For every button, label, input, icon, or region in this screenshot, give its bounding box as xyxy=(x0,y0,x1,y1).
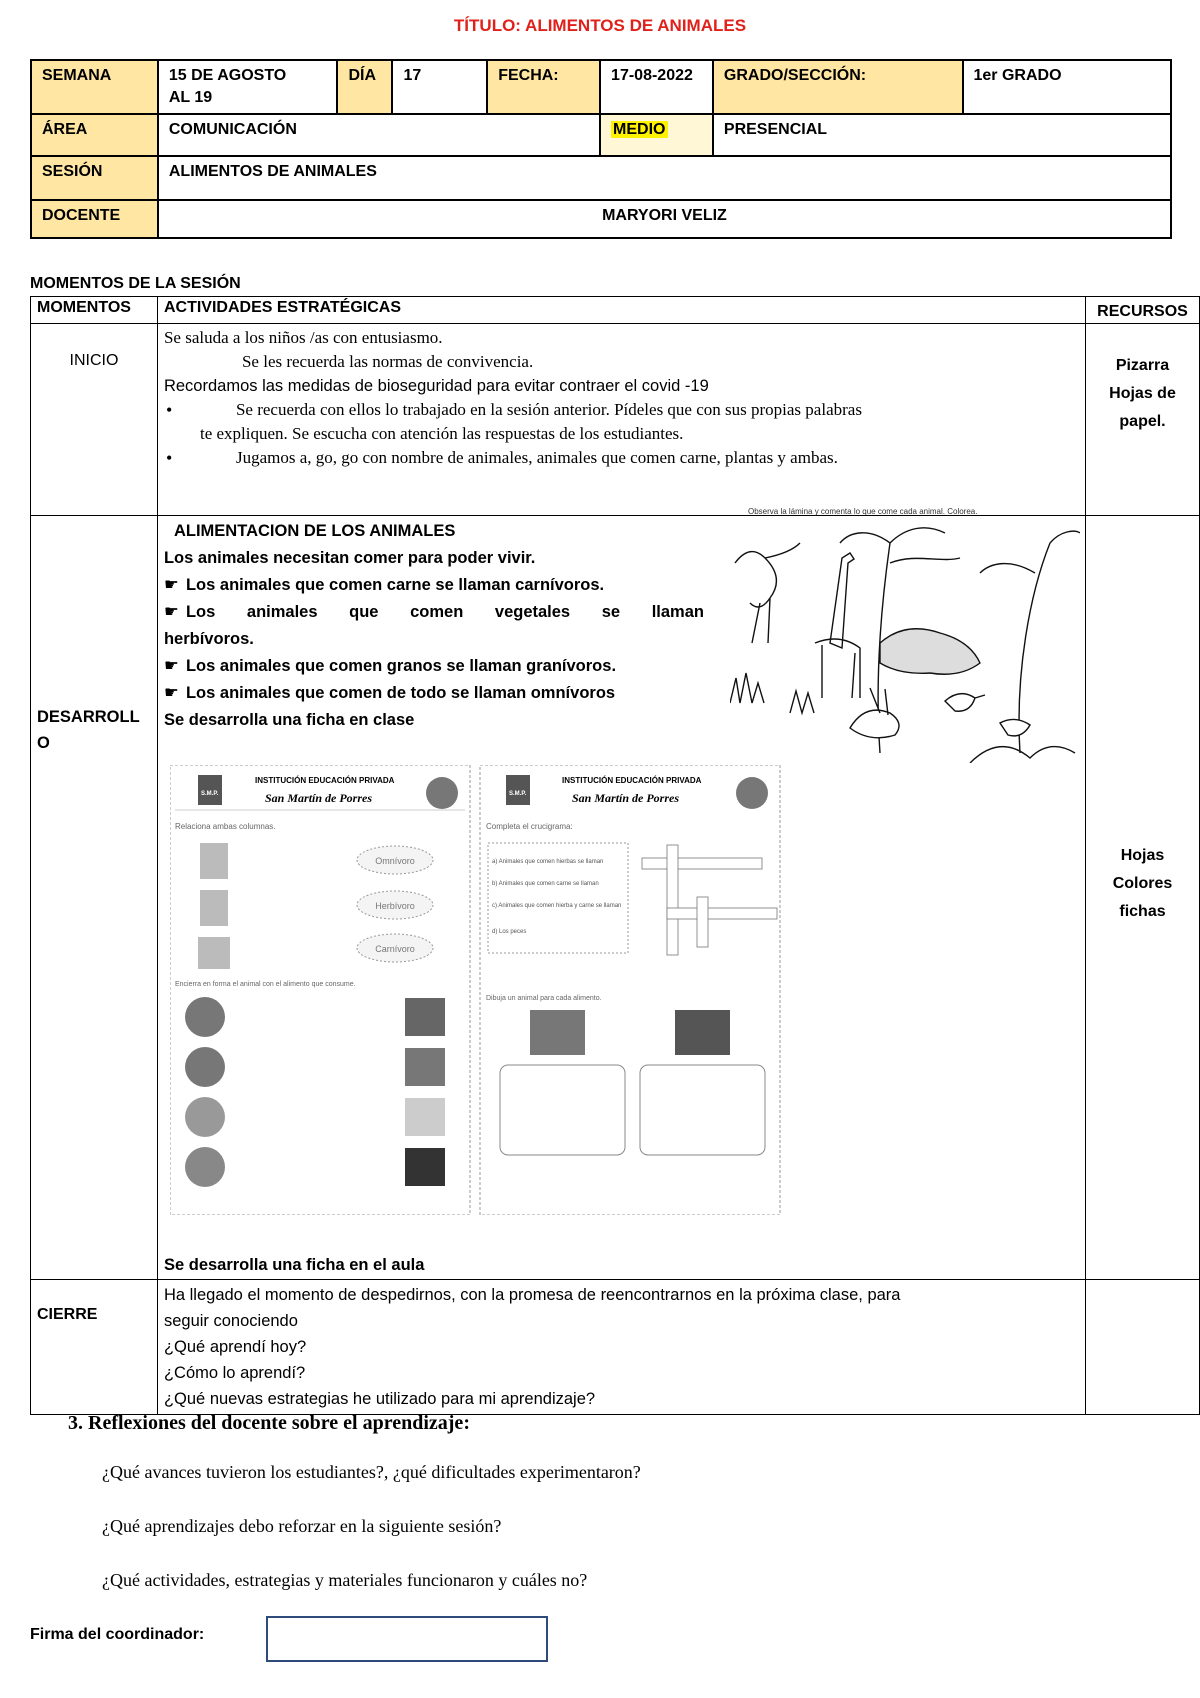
desarrollo-recursos xyxy=(1086,516,1200,1280)
sesion-label: SESIÓN xyxy=(31,156,158,200)
desarrollo-recurso-3: fichas xyxy=(1119,903,1166,920)
semana-label: SEMANA xyxy=(31,60,158,114)
inicio-bullet-game xyxy=(164,446,1079,470)
inicio-label: INICIO xyxy=(31,324,158,516)
rabbit-icon xyxy=(200,843,228,879)
inicio-recurso-3: papel. xyxy=(1119,413,1166,430)
lion-icon xyxy=(200,890,228,926)
inicio-recursos xyxy=(1086,324,1200,516)
semana-value xyxy=(158,60,338,114)
cierre-line1: Ha llegado el momento de despedirnos, con la promesa de reencontrarnos en la próxima clase, para xyxy=(163,1286,901,1304)
document-title: TÍTULO: ALIMENTOS DE ANIMALES xyxy=(453,16,747,35)
fecha-value: 17-08-2022 xyxy=(600,60,713,114)
ws-option-2: Herbívoro xyxy=(375,901,415,911)
desarrollo-recurso-2: Colores xyxy=(1112,875,1173,892)
ws-option-3: Carnívoro xyxy=(375,944,415,954)
ostrich xyxy=(735,552,776,643)
cierre-q1: ¿Qué aprendí hoy? xyxy=(163,1338,307,1356)
worksheet-school-1: San Martín de Porres xyxy=(265,791,373,805)
inicio-line-biosecurity: Recordamos las medidas de bioseguridad para evitar contraer el covid -19 xyxy=(163,377,709,395)
worksheet-q2: Encierra en forma el animal con el alimento que consume. xyxy=(175,981,356,988)
pointing-hand-icon: ☛ xyxy=(163,576,179,594)
semana-value-line1: 15 DE AGOSTO xyxy=(168,67,287,84)
saint-portrait-icon xyxy=(426,777,458,809)
desarrollo-text-block xyxy=(164,518,704,734)
fecha-label: FECHA: xyxy=(487,60,600,114)
pointing-hand-icon: ☛ xyxy=(163,684,179,702)
reflexiones-q1: ¿Qué avances tuvieron los estudiantes?, ¿qué dificultades experimentaron? xyxy=(102,1462,641,1482)
desarrollo-label-line2: O xyxy=(37,734,50,752)
desarrollo-line-ficha-aula: Se desarrolla una ficha en el aula xyxy=(163,1256,425,1274)
docente-value: MARYORI VELIZ xyxy=(158,200,1171,238)
inicio-activities xyxy=(157,324,1085,516)
inicio-bullet-game-text: • Jugamos a, go, go con nombre de animales, animales que comen carne, plantas y ambas. xyxy=(235,448,838,467)
signature-box[interactable] xyxy=(266,1616,548,1662)
tree-branches-right xyxy=(980,531,1080,573)
desarrollo-item-granivoros xyxy=(164,653,704,680)
food-photo xyxy=(675,1010,730,1055)
bird-1 xyxy=(945,694,985,712)
desarrollo-item-carnivoros xyxy=(164,572,704,599)
pig-icon xyxy=(198,937,230,969)
worksheet-school-2: San Martín de Porres xyxy=(572,791,680,805)
col-header-momentos: MOMENTOS xyxy=(31,297,158,324)
ws-clue-c: c) Animales que comen hierba y carne se llaman xyxy=(492,903,622,909)
inicio-line-greeting: Se saluda a los niños /as con entusiasmo. xyxy=(163,328,443,347)
saint-portrait-icon xyxy=(736,777,768,809)
ws-clue-d: d) Los peces xyxy=(492,929,527,935)
worksheet-illustration xyxy=(170,765,820,1215)
col-header-actividades: ACTIVIDADES ESTRATÉGICAS xyxy=(157,297,1085,324)
drawing-box xyxy=(640,1065,765,1155)
cierre-label: CIERRE xyxy=(31,1280,158,1415)
animal-photo xyxy=(405,1148,445,1186)
food-photo-circle xyxy=(185,1147,225,1187)
tree-branches xyxy=(840,528,960,563)
worksheet-institution-1: INSTITUCIÓN EDUCACIÓN PRIVADA xyxy=(255,776,395,785)
grado-value: 1er GRADO xyxy=(963,60,1172,114)
desarrollo-heading: ALIMENTACION DE LOS ANIMALES xyxy=(173,522,456,540)
docente-label: DOCENTE xyxy=(31,200,158,238)
session-info-table xyxy=(30,59,1172,239)
inicio-bullet-review-line1: • Se recuerda con ellos lo trabajado en la sesión anterior. Pídeles que con sus propias palabras xyxy=(235,400,862,419)
sesion-value: ALIMENTOS DE ANIMALES xyxy=(158,156,1171,200)
animal-photo xyxy=(405,998,445,1036)
desarrollo-line-ficha: Se desarrolla una ficha en clase xyxy=(163,711,415,729)
medio-label: MEDIO xyxy=(613,121,666,138)
worksheet-q4: Dibuja un animal para cada alimento. xyxy=(486,995,602,1002)
cierre-q2: ¿Cómo lo aprendí? xyxy=(163,1364,306,1382)
desarrollo-item-herbivoros-cont: herbívoros. xyxy=(163,630,254,648)
food-photo-circle xyxy=(185,1097,225,1137)
worksheet-logo-1: S.M.P. xyxy=(201,791,219,797)
cierre-recursos xyxy=(1086,1280,1200,1415)
item-carnivoros-text: Los animales que comen carne se llaman carnívoros. xyxy=(185,576,605,594)
ws-clue-b: b) Animales que comen carne se llaman xyxy=(492,881,599,887)
food-photo-circle xyxy=(185,997,225,1037)
animal-scene-illustration xyxy=(730,503,1080,763)
worksheet-institution-2: INSTITUCIÓN EDUCACIÓN PRIVADA xyxy=(562,776,702,785)
giraffe-neck xyxy=(830,553,854,648)
lion-body xyxy=(880,629,980,674)
animal-photo xyxy=(405,1048,445,1086)
reflexiones-title: 3. Reflexiones del docente sobre el aprendizaje: xyxy=(68,1412,470,1434)
pointing-hand-icon: ☛ xyxy=(163,603,179,621)
worksheet-page-1 xyxy=(170,765,470,1215)
drawing-box xyxy=(500,1065,625,1155)
dia-label: DÍA xyxy=(337,60,392,114)
desarrollo-recurso-1: Hojas xyxy=(1120,847,1165,864)
cierre-line2: seguir conociendo xyxy=(163,1312,298,1330)
desarrollo-item-herbivoros xyxy=(164,599,704,626)
inicio-bullet-review xyxy=(164,398,1079,446)
reflexiones-q2: ¿Qué aprendizajes debo reforzar en la siguiente sesión? xyxy=(102,1516,502,1536)
inicio-recurso-1: Pizarra xyxy=(1115,357,1170,374)
area-value: COMUNICACIÓN xyxy=(158,114,600,156)
desarrollo-line-need: Los animales necesitan comer para poder vivir. xyxy=(163,549,536,567)
worksheet-q1: Relaciona ambas columnas. xyxy=(175,822,276,831)
grass xyxy=(730,673,814,713)
inicio-line-norms: Se les recuerda las normas de convivencia. xyxy=(241,352,534,371)
inicio-bullet-review-line2: te expliquen. Se escucha con atención las respuestas de los estudiantes. xyxy=(199,424,684,443)
grado-label: GRADO/SECCIÓN: xyxy=(713,60,963,114)
col-header-recursos: RECURSOS xyxy=(1086,297,1200,324)
semana-value-line2: AL 19 xyxy=(168,89,213,106)
momentos-section-label: MOMENTOS DE LA SESIÓN xyxy=(30,275,241,292)
desarrollo-item-omnivoros xyxy=(164,680,704,707)
item-herbivoros-text: Los animales que comen vegetales se llaman xyxy=(185,603,704,621)
ws-option-1: Omnívoro xyxy=(375,856,415,866)
firma-label: Firma del coordinador: xyxy=(30,1626,205,1643)
food-photo-circle xyxy=(185,1047,225,1087)
ws-clue-a: a) Animales que comen hierbas se llaman xyxy=(492,859,604,865)
school-shield-icon xyxy=(198,775,222,805)
worksheet-logo-2: S.M.P. xyxy=(509,791,527,797)
rabbit-body xyxy=(850,710,899,738)
desarrollo-label xyxy=(31,516,158,1280)
area-label: ÁREA xyxy=(31,114,158,156)
scene-caption: Observa la lámina y comenta lo que come cada animal. Colorea. xyxy=(748,507,978,516)
bushes xyxy=(970,747,1075,763)
item-granivoros-text: Los animales que comen granos se llaman granívoros. xyxy=(185,657,617,675)
medio-label-cell xyxy=(600,114,713,156)
reflexiones-q3: ¿Qué actividades, estrategias y materiales funcionaron y cuáles no? xyxy=(102,1570,588,1590)
item-omnivoros-text: Los animales que comen de todo se llaman omnívoros xyxy=(185,684,616,702)
inicio-recurso-2: Hojas de xyxy=(1109,385,1176,402)
food-photo xyxy=(530,1010,585,1055)
animal-photo xyxy=(405,1098,445,1136)
medio-value: PRESENCIAL xyxy=(713,114,1171,156)
giraffe-body xyxy=(815,639,860,698)
cierre-activities xyxy=(157,1280,1085,1415)
cierre-q3: ¿Qué nuevas estrategias he utilizado para mi aprendizaje? xyxy=(163,1390,596,1408)
bird-2 xyxy=(1000,719,1030,735)
dia-value: 17 xyxy=(392,60,487,114)
pointing-hand-icon: ☛ xyxy=(163,657,179,675)
ostrich-neck xyxy=(765,543,800,558)
school-shield-icon xyxy=(506,775,530,805)
worksheet-q3: Completa el crucigrama: xyxy=(486,822,573,831)
desarrollo-label-line1: DESARROLL xyxy=(37,708,140,726)
